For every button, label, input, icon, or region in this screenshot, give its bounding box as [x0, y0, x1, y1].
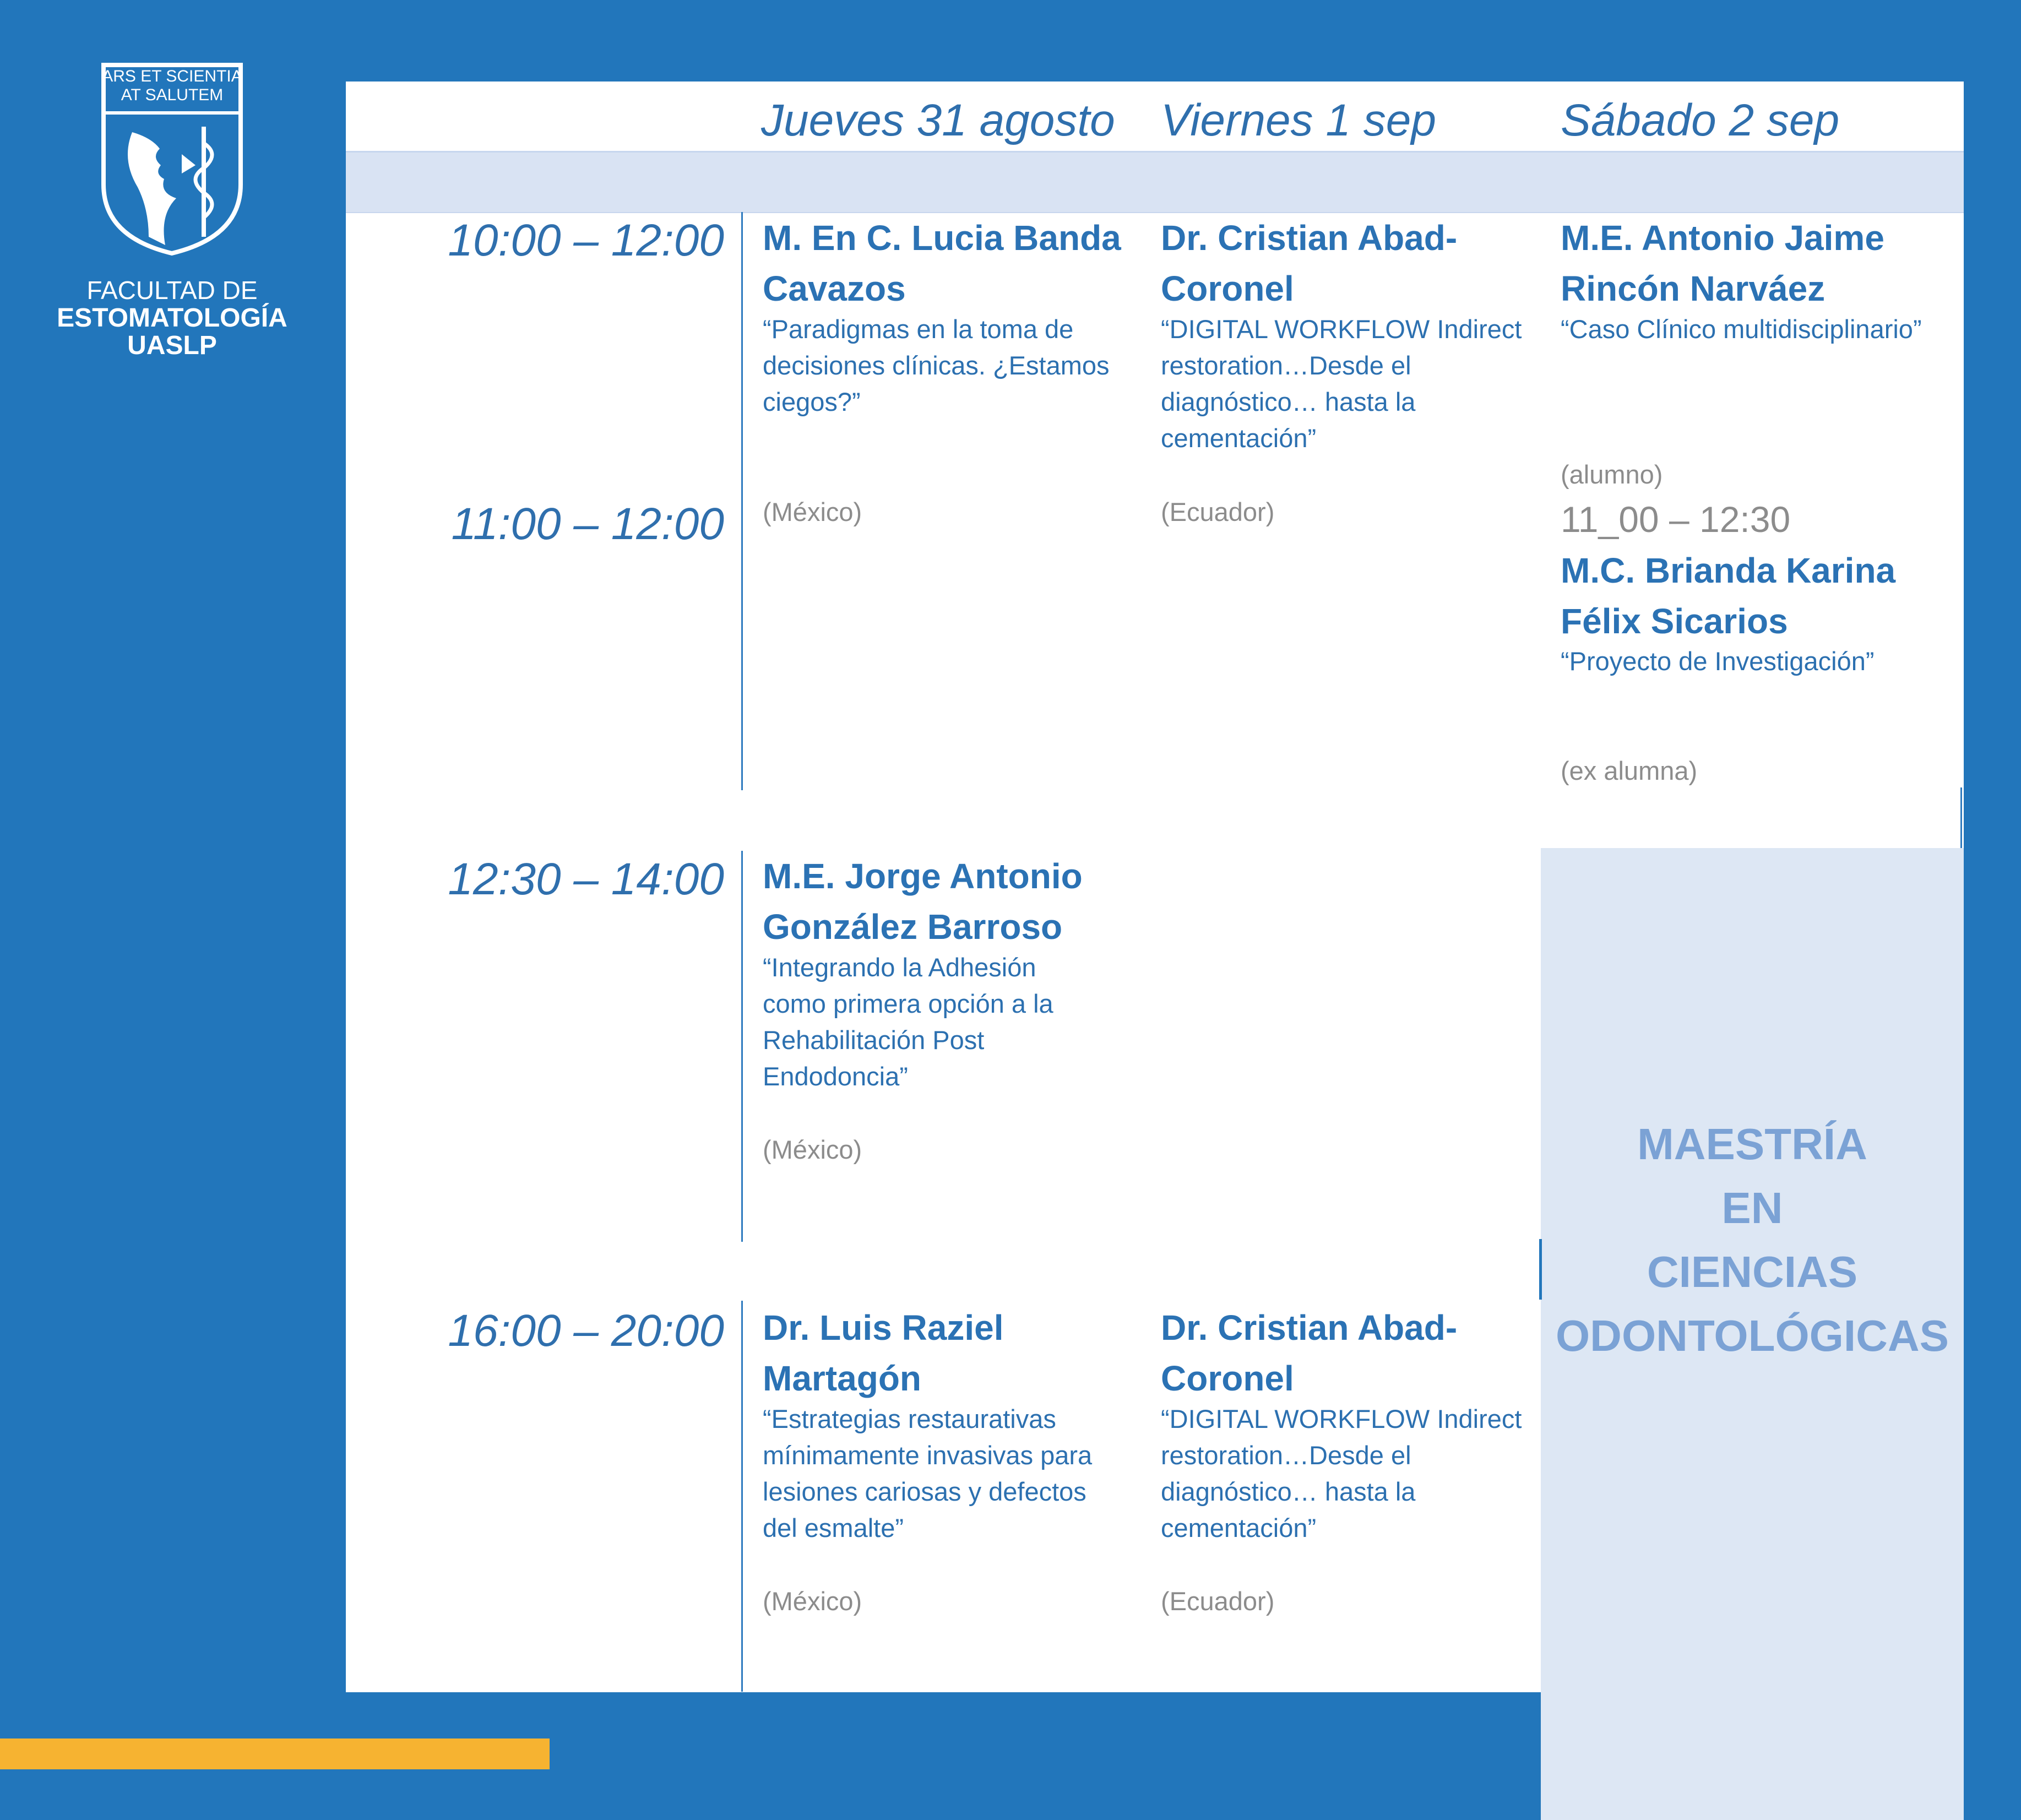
maestria-line2: EN: [1721, 1183, 1783, 1232]
speaker-origin: (Ecuador): [1161, 497, 1275, 526]
maestria-line3: CIENCIAS: [1647, 1247, 1858, 1296]
speaker-origin: (ex alumna): [1561, 756, 1698, 785]
maestria-title: [1541, 1112, 1964, 1368]
speaker-name: Dr. Luis Raziel Martagón: [763, 1308, 1004, 1398]
talk-title: “Estrategias restaurativas mínimamente invasivas para lesiones cariosas y defectos del esmalte”: [763, 1404, 1093, 1542]
faculty-name-line2: ESTOMATOLOGÍA: [57, 303, 287, 333]
day-header-saturday: Sábado 2 sep: [1561, 95, 1840, 145]
day-header-friday: Viernes 1 sep: [1161, 95, 1436, 145]
faculty-name-line1: FACULTAD DE: [86, 276, 258, 305]
maestria-line4: ODONTOLÓGICAS: [1555, 1311, 1949, 1360]
speaker-origin: (México): [763, 1135, 862, 1164]
speaker-name: Dr. Cristian Abad-Coronel: [1161, 218, 1458, 308]
column-divider: [741, 212, 743, 790]
column-divider: [741, 851, 743, 1242]
maestria-line1: MAESTRÍA: [1637, 1120, 1867, 1169]
time-slot-4: 16:00 – 20:00: [448, 1306, 724, 1356]
talk-title: “DIGITAL WORKFLOW Indirect restoration…Desde el diagnóstico… hasta la cementación”: [1161, 314, 1522, 453]
crest-motto-line2: AT SALUTEM: [121, 86, 224, 104]
faculty-name-line3: UASLP: [127, 331, 217, 360]
time-slot-3: 12:30 – 14:00: [448, 854, 724, 904]
talk-title: “Caso Clínico multidisciplinario”: [1561, 314, 1922, 344]
time-slot-1: 10:00 – 12:00: [448, 215, 724, 265]
time-slot-2: 11:00 – 12:00: [451, 499, 724, 549]
crest-motto: [99, 67, 245, 105]
talk-title: “Paradigmas en la toma de decisiones clínicas. ¿Estamos ciegos?”: [763, 314, 1110, 416]
crest-motto-line1: ARS ET SCIENTIA: [102, 67, 242, 85]
day-header-thursday: Jueves 31 agosto: [761, 95, 1115, 145]
column-divider: [1960, 787, 1962, 848]
speaker-origin: (México): [763, 497, 862, 526]
accent-bar: [0, 1738, 550, 1769]
speaker-name: M. En C. Lucia Banda Cavazos: [763, 218, 1121, 308]
column-divider: [741, 1301, 743, 1692]
speaker-name: M.E. Jorge Antonio González Barroso: [763, 856, 1083, 947]
speaker-origin: (Ecuador): [1161, 1587, 1275, 1616]
speaker-origin: (México): [763, 1587, 862, 1616]
talk-title: “DIGITAL WORKFLOW Indirect restoration…Desde el diagnóstico… hasta la cementación”: [1161, 1404, 1522, 1542]
speaker-origin: (alumno): [1561, 460, 1663, 489]
sub-time-slot: 11_00 – 12:30: [1561, 499, 1791, 540]
speaker-name: Dr. Cristian Abad-Coronel: [1161, 1308, 1458, 1398]
header-band: [346, 151, 1964, 213]
talk-title: “Proyecto de Investigación”: [1561, 646, 1875, 676]
speaker-name: M.C. Brianda Karina Félix Sicarios: [1561, 551, 1896, 641]
speaker-name: M.E. Antonio Jaime Rincón Narváez: [1561, 218, 1884, 308]
talk-title: “Integrando la Adhesión como primera opción a la Rehabilitación Post Endodoncia”: [763, 953, 1053, 1091]
